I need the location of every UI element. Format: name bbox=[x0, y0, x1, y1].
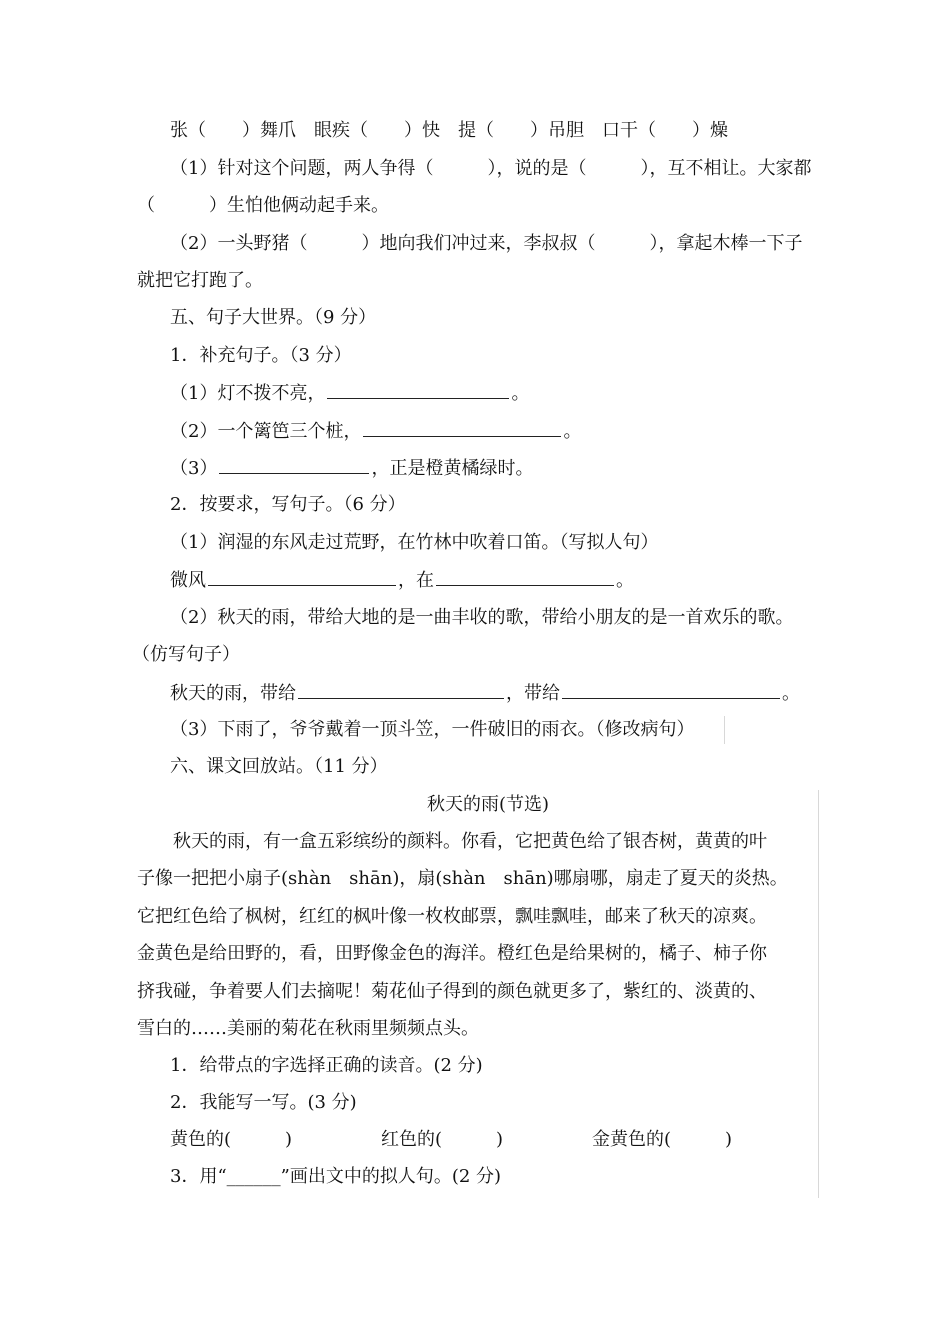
sentence-suffix: 。 bbox=[511, 383, 530, 404]
write-item: 黄色的( ) bbox=[170, 1129, 293, 1150]
question-6-1: 1．给带点的字选择正确的读音。(2 分) bbox=[170, 1055, 483, 1076]
answer-blank[interactable] bbox=[219, 457, 369, 474]
sentence-suffix: 。 bbox=[563, 421, 582, 442]
passage-line: 金黄色是给田野的，看，田野像金色的海洋。橙红色是给果树的，橘子、柿子你 bbox=[137, 943, 767, 964]
answer-prefix: 微风 bbox=[170, 570, 206, 591]
part-5-2-heading: 2．按要求，写句子。（6 分） bbox=[170, 494, 406, 515]
answer-5-2-2 bbox=[170, 682, 800, 705]
answer-5-2-1 bbox=[170, 569, 634, 592]
answer-blank[interactable] bbox=[562, 682, 780, 699]
sentence-prefix: （2）一个篱笆三个桩， bbox=[170, 421, 362, 442]
sentence-suffix: ，正是橙黄橘绿时。 bbox=[371, 458, 534, 479]
answer-suffix: 。 bbox=[782, 683, 800, 704]
passage-line: 秋天的雨，有一盒五彩缤纷的颜料。你看，它把黄色给了银杏树，黄黄的叶 bbox=[137, 831, 767, 852]
answer-prefix: 秋天的雨，带给 bbox=[170, 683, 296, 704]
answer-middle: ，在 bbox=[398, 570, 434, 591]
answer-suffix: 。 bbox=[616, 570, 634, 591]
question-4-2-line-1: （2）一头野猪（ ）地向我们冲过来，李叔叔（ ），拿起木棒一下子 bbox=[170, 233, 803, 254]
passage-line: 雪白的……美丽的菊花在秋雨里频频点头。 bbox=[137, 1018, 479, 1039]
write-item: 金黄色的( ) bbox=[592, 1129, 733, 1150]
divider bbox=[724, 716, 725, 744]
passage-title: 秋天的雨(节选) bbox=[427, 794, 550, 815]
answer-blank[interactable] bbox=[363, 420, 561, 437]
question-5-2-1: （1）润湿的东风走过荒野，在竹林中吹着口笛。（写拟人句） bbox=[170, 532, 659, 553]
question-5-2-2-line-2: （仿写句子） bbox=[132, 644, 240, 665]
question-5-2-2-line-1: （2）秋天的雨，带给大地的是一曲丰收的歌，带给小朋友的是一首欢乐的歌。 bbox=[170, 607, 794, 628]
answer-blank[interactable] bbox=[298, 682, 504, 699]
sentence-prefix: （3） bbox=[170, 458, 218, 479]
part-5-1-heading: 1．补充句子。（3 分） bbox=[170, 345, 352, 366]
question-4-1-line-2: （ ）生怕他俩动起手来。 bbox=[137, 195, 389, 216]
passage-line: 挤我碰，争着要人们去摘呢！菊花仙子得到的颜色就更多了，紫红的、淡黄的、 bbox=[137, 981, 767, 1002]
sentence-5-1-2 bbox=[170, 420, 581, 443]
answer-middle: ，带给 bbox=[506, 683, 560, 704]
passage-line: 它把红色给了枫树，红红的枫叶像一枚枚邮票，飘哇飘哇，邮来了秋天的凉爽。 bbox=[137, 906, 767, 927]
question-5-2-3: （3）下雨了，爷爷戴着一顶斗笠，一件破旧的雨衣。（修改病句） bbox=[170, 719, 695, 740]
divider bbox=[818, 790, 819, 1198]
answer-blank[interactable] bbox=[436, 569, 614, 586]
section-6-heading: 六、课文回放站。（11 分） bbox=[170, 756, 388, 777]
sentence-5-1-1 bbox=[170, 382, 529, 405]
sentence-prefix: （1）灯不拨不亮， bbox=[170, 383, 326, 404]
section-5-heading: 五、句子大世界。（9 分） bbox=[170, 307, 377, 328]
question-6-3: 3．用“______”画出文中的拟人句。(2 分) bbox=[170, 1166, 502, 1187]
passage-line: 子像一把把小扇子(shàn shān)，扇(shàn shān)哪扇哪，扇走了夏天的炎热。 bbox=[137, 868, 788, 889]
question-4-1-line-1: （1）针对这个问题，两人争得（ ），说的是（ ），互不相让。大家都 bbox=[170, 158, 812, 179]
write-item: 红色的( ) bbox=[381, 1129, 504, 1150]
answer-blank[interactable] bbox=[208, 569, 396, 586]
sentence-5-1-3 bbox=[170, 457, 533, 480]
question-4-2-line-2: 就把它打跑了。 bbox=[137, 270, 263, 291]
idiom-fill-line: 张（ ）舞爪 眼疾（ ）快 提（ ）吊胆 口干（ ）燥 bbox=[170, 120, 728, 141]
answer-blank[interactable] bbox=[327, 382, 509, 399]
question-6-2: 2．我能写一写。(3 分) bbox=[170, 1092, 357, 1113]
